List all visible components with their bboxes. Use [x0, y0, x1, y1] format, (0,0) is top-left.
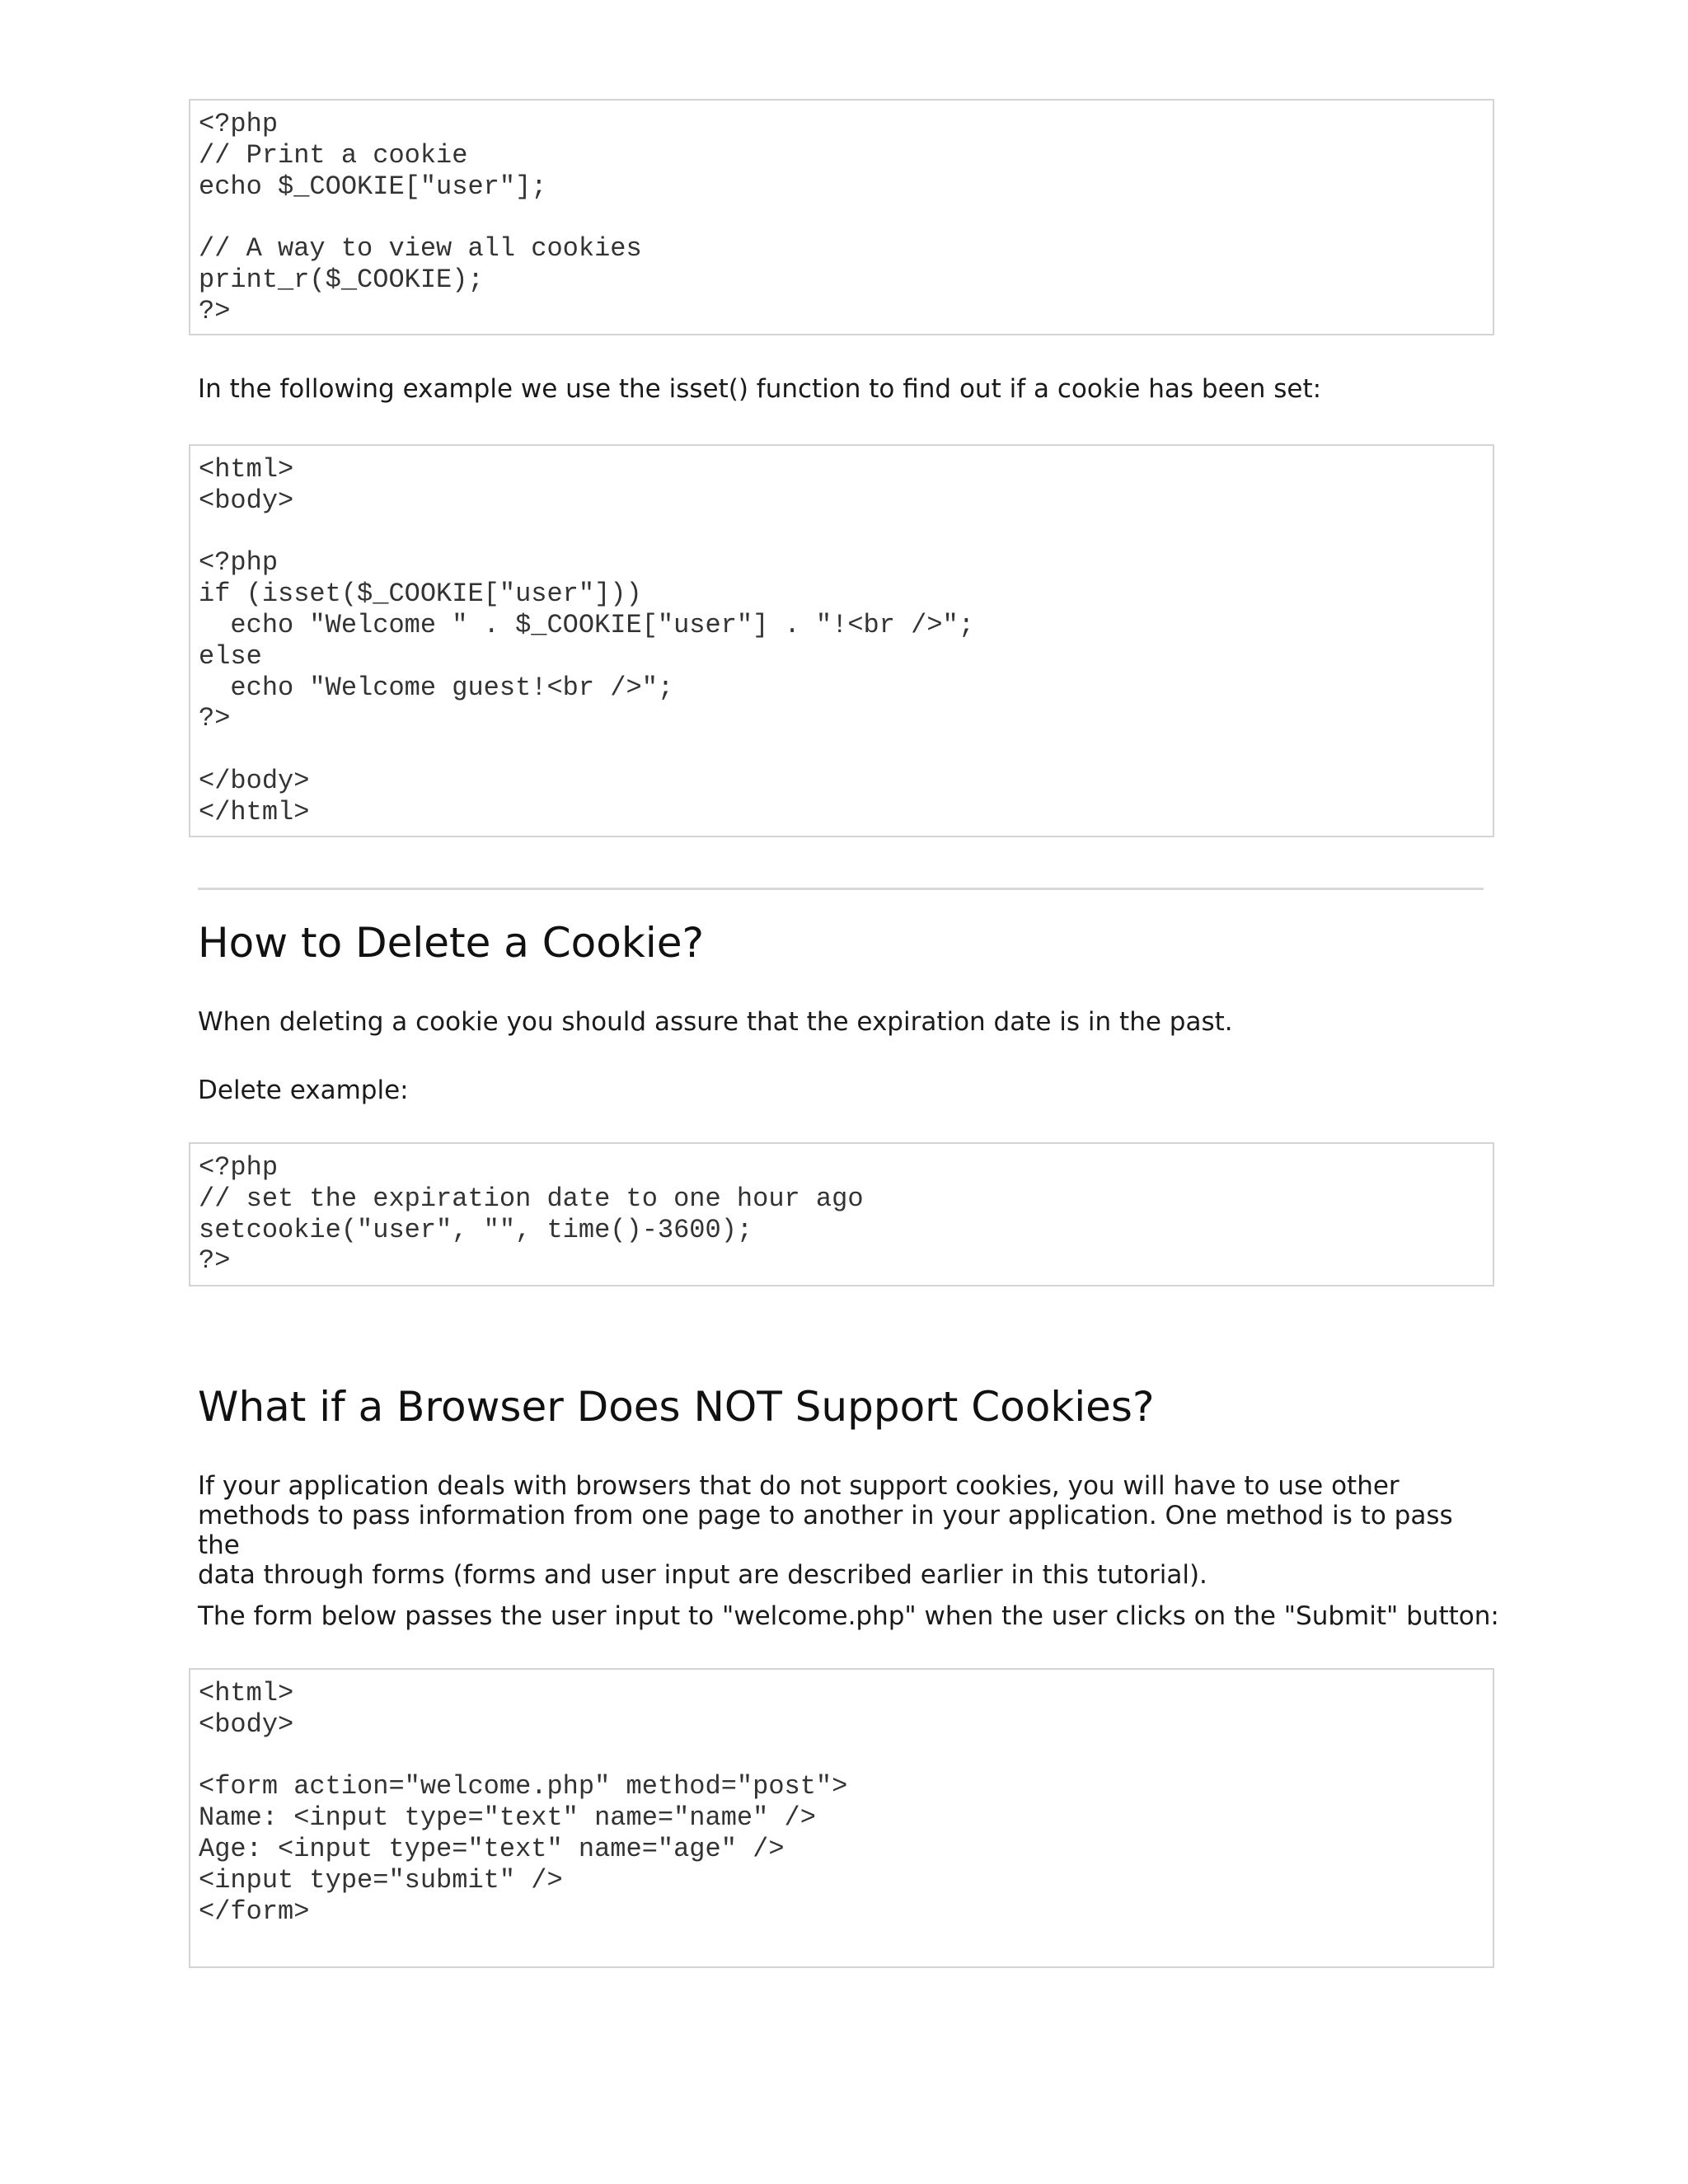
no-cookies-paragraph — [198, 1471, 1500, 1590]
code-delete: <?php // set the expiration date to one hour ago setcookie("user", "", time()-3600); ?> — [199, 1152, 864, 1277]
no-cookies-line-1: If your application deals with browsers that do not support cookies, you will have to use other — [198, 1471, 1400, 1501]
delete-example-label: Delete example: — [198, 1076, 409, 1105]
form-intro-text: The form below passes the user input to "welcome.php" when the user clicks on the "Submit" button: — [198, 1601, 1499, 1631]
code-block-form — [189, 1668, 1494, 1968]
delete-intro-text: When deleting a cookie you should assure that the expiration date is in the past. — [198, 1007, 1233, 1037]
code-block-print-cookie — [189, 99, 1494, 335]
code-print-cookie: <?php // Print a cookie echo $_COOKIE["user"]; // A way to view all cookies print_r($_COOKIE); ?> — [199, 109, 642, 326]
section-divider — [198, 888, 1484, 890]
no-cookies-line-2: methods to pass information from one page to another in your application. One method is to pass the — [198, 1501, 1453, 1560]
code-block-delete — [189, 1142, 1494, 1286]
code-isset: <html> <body> <?php if (isset($_COOKIE["user"])) echo "Welcome " . $_COOKIE["user"] . "!<br />"; else echo "Welcome guest!<br />"; ?> </body> </html> — [199, 454, 974, 827]
no-cookies-line-3: data through forms (forms and user input are described earlier in this tutorial). — [198, 1560, 1207, 1590]
heading-delete-cookie: How to Delete a Cookie? — [198, 919, 705, 967]
heading-no-cookie-support: What if a Browser Does NOT Support Cookies? — [198, 1383, 1155, 1431]
code-form: <html> <body> <form action="welcome.php" method="post"> Name: <input type="text" name="name" /> Age: <input type="text" name="age" /> <input type="submit" /> </form> — [199, 1678, 848, 1927]
isset-intro-text: In the following example we use the isset() function to find out if a cookie has been set: — [198, 374, 1322, 404]
code-block-isset — [189, 444, 1494, 837]
